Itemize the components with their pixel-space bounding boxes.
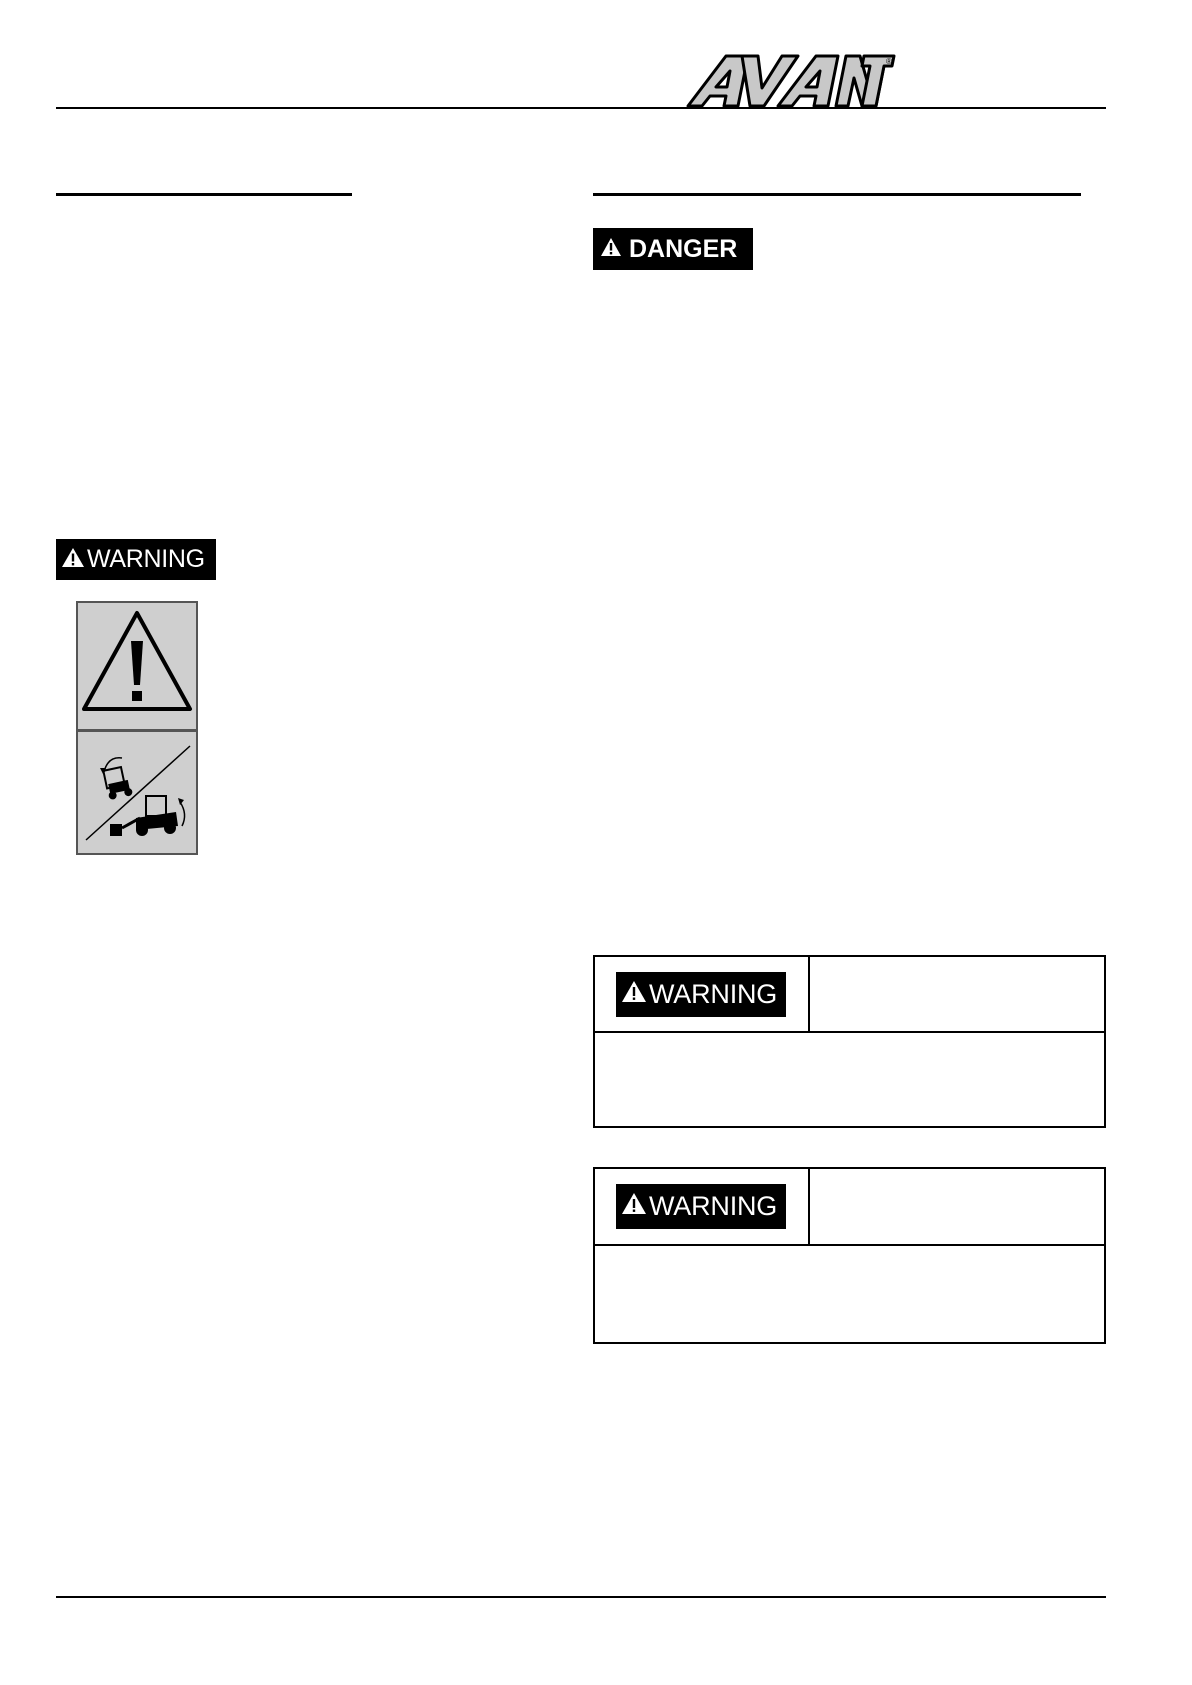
warning-label: WARNING: [649, 979, 778, 1009]
registered-mark: ®: [886, 57, 892, 66]
warning-triangle-icon: [621, 979, 647, 1010]
warning-box: [593, 1167, 1106, 1344]
left-section-rule: [56, 193, 352, 196]
header-rule: [56, 107, 1106, 109]
danger-badge: [593, 228, 753, 270]
warning-label: WARNING: [87, 545, 205, 573]
warning-badge: [616, 1184, 786, 1229]
warning-triangle-icon: [600, 237, 622, 262]
warning-badge: [616, 972, 786, 1017]
avant-logo: [686, 54, 896, 108]
warning-box: [593, 955, 1106, 1128]
warning-box-divider: [595, 1244, 1104, 1246]
warning-box-divider: [808, 957, 810, 1032]
danger-label: DANGER: [629, 234, 738, 263]
warning-box-divider: [808, 1169, 810, 1245]
exclamation-triangle-icon: [78, 603, 196, 727]
right-section-rule: [593, 193, 1081, 196]
warning-label: WARNING: [649, 1191, 778, 1221]
warning-triangle-icon: [621, 1191, 647, 1222]
warning-box-divider: [595, 1031, 1104, 1033]
safety-pictogram: [76, 601, 198, 855]
warning-triangle-icon: [61, 547, 85, 573]
tipping-loader-icon: [78, 732, 196, 853]
warning-badge: [56, 539, 216, 580]
footer-rule: [56, 1596, 1106, 1598]
